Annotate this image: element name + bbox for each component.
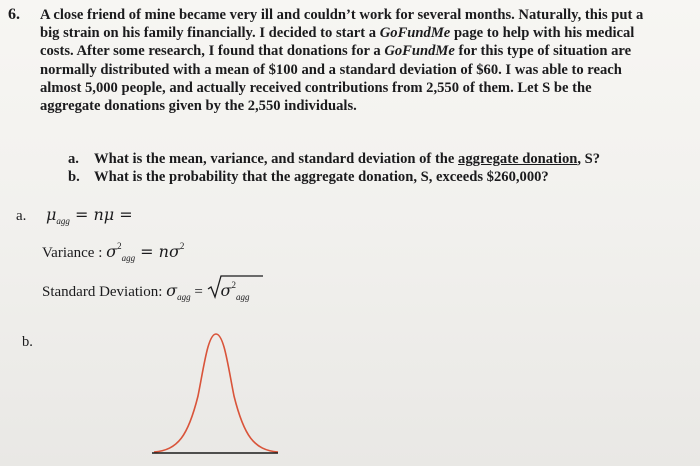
std-dev-formula xyxy=(42,280,249,302)
question-list xyxy=(68,150,668,186)
sigma-symbol: σ xyxy=(166,281,178,300)
answer-a-label: a. xyxy=(16,208,27,224)
question-label: b. xyxy=(68,169,80,185)
sigma-symbol: σ xyxy=(106,242,118,261)
normal-curve-sketch xyxy=(150,326,280,466)
square-root xyxy=(207,280,250,302)
problem-line: almost 5,000 people, and actually received contributions from 2,550 of them. Let S be the xyxy=(40,79,592,96)
squared-superscript: 2 xyxy=(231,280,236,290)
problem-statement xyxy=(40,6,690,115)
question-label: a. xyxy=(68,151,79,167)
sigma-symbol: σ xyxy=(220,281,232,300)
problem-line: normally distributed with a mean of $100 and a standard deviation of $60. I was able to reach xyxy=(40,61,622,78)
squared-superscript: 2 xyxy=(117,241,122,251)
equals-sign: = xyxy=(190,284,207,300)
mu-symbol: μ xyxy=(46,205,57,224)
problem-line: A close friend of mine became very ill and couldn’t work for several months. Naturally, this put a xyxy=(40,7,644,23)
std-dev-label: Standard Deviation: xyxy=(42,284,167,300)
squared-superscript: 2 xyxy=(179,241,185,251)
answer-b-label: b. xyxy=(22,334,33,350)
bell-curve xyxy=(154,334,278,452)
problem-line: costs. After some research, I found that donations for a GoFundMe for this type of situation are xyxy=(40,43,632,60)
agg-subscript: agg xyxy=(56,216,70,226)
question-a xyxy=(68,150,668,168)
variance-rhs-n: = n xyxy=(135,242,169,261)
variance-label: Variance : xyxy=(42,245,107,261)
question-text: What is the mean, variance, and standard deviation of the xyxy=(94,151,459,167)
problem-number: 6. xyxy=(8,6,20,23)
radical-sign-icon xyxy=(207,274,263,300)
agg-subscript: agg xyxy=(177,292,191,302)
question-text: What is the probability that the aggregate donation, S, exceeds $260,000? xyxy=(94,169,549,185)
problem-line: aggregate donations given by the 2,550 individuals. xyxy=(40,98,357,115)
variance-formula xyxy=(42,241,184,263)
question-underlined: aggregate donation xyxy=(458,151,578,167)
mean-formula xyxy=(46,205,133,226)
sigma-symbol: σ xyxy=(168,242,180,261)
agg-subscript: agg xyxy=(235,292,250,302)
question-b xyxy=(68,168,668,186)
question-text-end: , S? xyxy=(577,151,601,167)
agg-subscript: agg xyxy=(121,253,136,263)
problem-line: big strain on his family financially. I decided to start a GoFundMe page to help with his medical xyxy=(40,25,635,42)
mean-rhs: = nμ = xyxy=(69,205,133,224)
